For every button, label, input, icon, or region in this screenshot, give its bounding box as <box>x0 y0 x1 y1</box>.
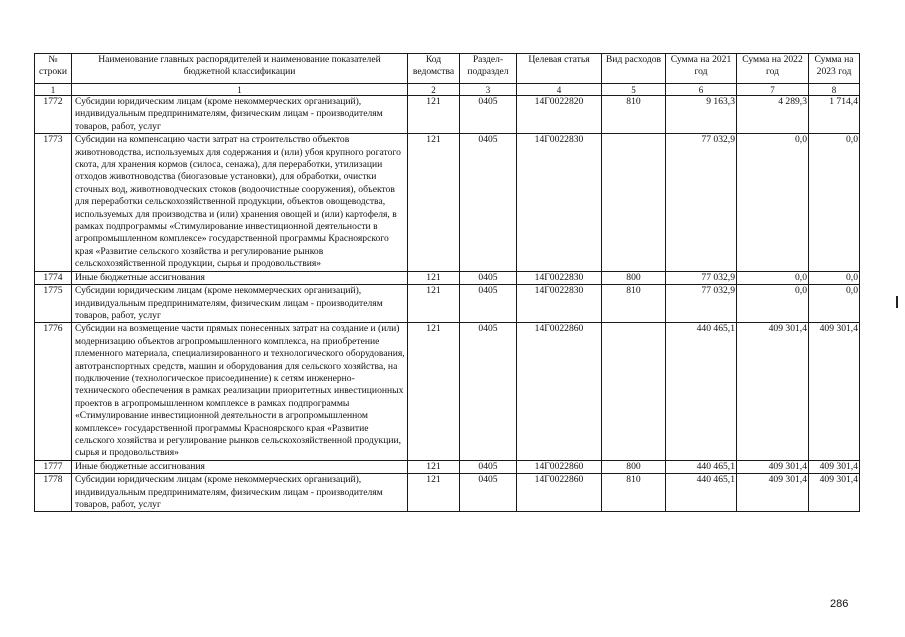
row-expense-kind: 800 <box>602 460 666 473</box>
header-expense-kind: Вид расходов <box>602 54 666 84</box>
row-name: Субсидии на возмещение части прямых понесенных затрат на создание и (или) модернизацию объектов агропромышленного комплекса, на приобретение племенного материала, специализированного и технологического оборудования, автотранспортных средств, машин и оборудования для сельского хозяйства, на подключение (технологическое присоединение) к сетям инженерно-технического обеспечения в рамках реализации приоритетных инвестиционных проектов в агропромышленном комплексе в рамках подпрограммы «Стимулирование инвестиционной деятельности в агропромышленном комплексе» государственной программы Красноярского края «Развитие сельского хозяйства и регулирование рынков сельскохозяйственной продукции, сырья и продовольствия» <box>72 323 408 460</box>
row-department-code: 121 <box>408 271 460 284</box>
table-row <box>35 134 860 271</box>
row-department-code: 121 <box>408 134 460 271</box>
header-row-num: № строки <box>35 54 72 84</box>
table-row <box>35 285 860 323</box>
header-row <box>35 54 860 84</box>
row-number: 1775 <box>35 285 72 323</box>
table-row <box>35 323 860 460</box>
row-sum-2021: 440 465,1 <box>666 474 737 512</box>
row-number: 1778 <box>35 474 72 512</box>
row-sum-2023: 1 714,4 <box>809 96 860 134</box>
page-number: 286 <box>830 598 849 610</box>
row-section: 0405 <box>460 323 517 460</box>
row-sum-2023: 409 301,4 <box>809 460 860 473</box>
row-sum-2022: 0,0 <box>737 271 809 284</box>
header-sum-2022: Сумма на 2022 год <box>737 54 809 84</box>
row-sum-2023: 409 301,4 <box>809 323 860 460</box>
row-target-article: 14Г0022820 <box>517 96 602 134</box>
column-number: 5 <box>602 84 666 96</box>
header-section: Раздел-подраздел <box>460 54 517 84</box>
row-number: 1776 <box>35 323 72 460</box>
column-number: 1 <box>72 84 408 96</box>
row-sum-2021: 440 465,1 <box>666 460 737 473</box>
row-target-article: 14Г0022860 <box>517 474 602 512</box>
row-department-code: 121 <box>408 96 460 134</box>
column-number-row <box>35 84 860 96</box>
row-expense-kind: 810 <box>602 96 666 134</box>
row-expense-kind <box>602 323 666 460</box>
column-number: 8 <box>809 84 860 96</box>
row-sum-2021: 77 032,9 <box>666 134 737 271</box>
row-number: 1773 <box>35 134 72 271</box>
row-sum-2023: 409 301,4 <box>809 474 860 512</box>
row-department-code: 121 <box>408 285 460 323</box>
row-section: 0405 <box>460 474 517 512</box>
row-number: 1774 <box>35 271 72 284</box>
column-number: 1 <box>35 84 72 96</box>
margin-mark <box>896 296 898 308</box>
row-expense-kind <box>602 134 666 271</box>
row-number: 1777 <box>35 460 72 473</box>
row-sum-2022: 4 289,3 <box>737 96 809 134</box>
column-number: 7 <box>737 84 809 96</box>
budget-table <box>34 53 860 512</box>
header-sum-2023: Сумма на 2023 год <box>809 54 860 84</box>
column-number: 2 <box>408 84 460 96</box>
row-sum-2022: 409 301,4 <box>737 474 809 512</box>
column-number: 3 <box>460 84 517 96</box>
row-department-code: 121 <box>408 323 460 460</box>
row-section: 0405 <box>460 460 517 473</box>
row-sum-2022: 409 301,4 <box>737 460 809 473</box>
header-target-article: Целевая статья <box>517 54 602 84</box>
row-name: Субсидии юридическим лицам (кроме некоммерческих организаций), индивидуальным предпринимателям, физическим лицам - производителям товаров, работ, услуг <box>72 96 408 134</box>
row-sum-2021: 9 163,3 <box>666 96 737 134</box>
header-department-code: Код ведомства <box>408 54 460 84</box>
row-name: Иные бюджетные ассигнования <box>72 271 408 284</box>
row-target-article: 14Г0022860 <box>517 323 602 460</box>
table-row <box>35 96 860 134</box>
table-row <box>35 474 860 512</box>
column-number: 4 <box>517 84 602 96</box>
row-expense-kind: 810 <box>602 285 666 323</box>
row-sum-2023: 0,0 <box>809 134 860 271</box>
row-target-article: 14Г0022830 <box>517 134 602 271</box>
row-target-article: 14Г0022830 <box>517 271 602 284</box>
row-number: 1772 <box>35 96 72 134</box>
row-section: 0405 <box>460 285 517 323</box>
row-sum-2023: 0,0 <box>809 271 860 284</box>
row-sum-2022: 0,0 <box>737 134 809 271</box>
row-sum-2022: 0,0 <box>737 285 809 323</box>
row-expense-kind: 810 <box>602 474 666 512</box>
row-name: Субсидии юридическим лицам (кроме некоммерческих организаций), индивидуальным предпринимателям, физическим лицам - производителям товаров, работ, услуг <box>72 474 408 512</box>
row-section: 0405 <box>460 134 517 271</box>
row-section: 0405 <box>460 271 517 284</box>
header-sum-2021: Сумма на 2021 год <box>666 54 737 84</box>
row-expense-kind: 800 <box>602 271 666 284</box>
row-department-code: 121 <box>408 460 460 473</box>
header-name: Наименование главных распорядителей и наименование показателей бюджетной классификации <box>72 54 408 84</box>
row-sum-2023: 0,0 <box>809 285 860 323</box>
row-department-code: 121 <box>408 474 460 512</box>
row-sum-2021: 77 032,9 <box>666 271 737 284</box>
row-sum-2021: 77 032,9 <box>666 285 737 323</box>
row-target-article: 14Г0022830 <box>517 285 602 323</box>
table-row <box>35 271 860 284</box>
column-number: 6 <box>666 84 737 96</box>
row-sum-2021: 440 465,1 <box>666 323 737 460</box>
table-row <box>35 460 860 473</box>
row-section: 0405 <box>460 96 517 134</box>
row-name: Субсидии на компенсацию части затрат на строительство объектов животноводства, используемых для содержания и (или) убоя крупного рогатого скота, для хранения кормов (силоса, сенажа), для переработки, утилизации отходов животноводства (биогазовые установки), для обработки, очистки сточных вод, животноводческих стоков (водоочистные сооружения), объектов для переработки сельскохозяйственной продукции, объектов овощеводства, используемых для производства и (или) хранения овощей и (или) картофеля, в рамках подпрограммы «Стимулирование инвестиционной деятельности в агропромышленном комплексе» государственной программы Красноярского края «Развитие сельского хозяйства и регулирование рынков сельскохозяйственной продукции, сырья и продовольствия» <box>72 134 408 271</box>
row-name: Иные бюджетные ассигнования <box>72 460 408 473</box>
row-sum-2022: 409 301,4 <box>737 323 809 460</box>
row-name: Субсидии юридическим лицам (кроме некоммерческих организаций), индивидуальным предпринимателям, физическим лицам - производителям товаров, работ, услуг <box>72 285 408 323</box>
row-target-article: 14Г0022860 <box>517 460 602 473</box>
